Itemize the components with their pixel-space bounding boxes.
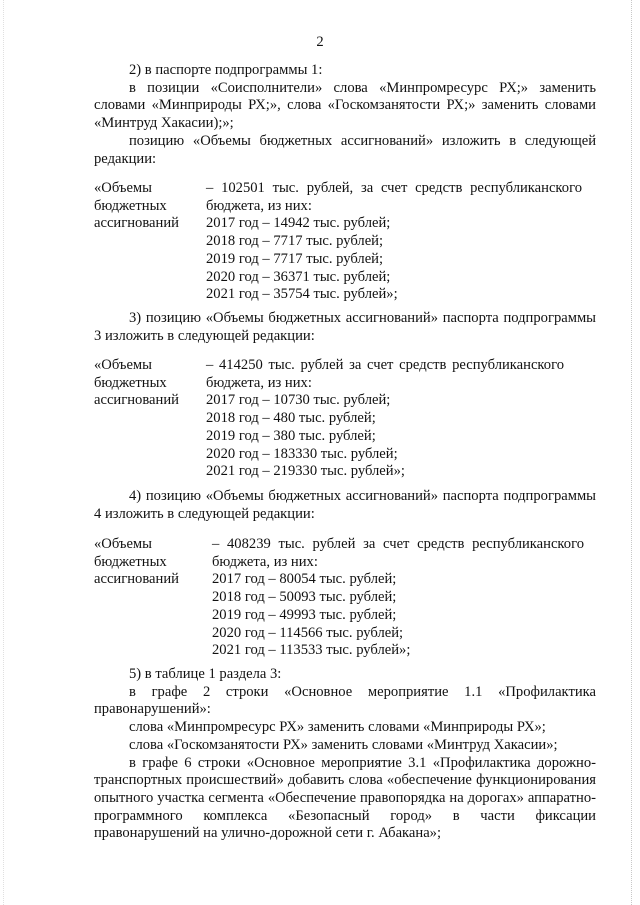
table-1-label-line: ассигнований [94, 215, 179, 232]
section-5-para-4: в графе 6 строки «Основное мероприятие 3.1 «Профилактика дорожно-транспортных происшествий» добавить слова «обеспечение функционирования опытного участка сегмента «Обеспечение правопорядка на дорогах» аппаратно-программного комплекса «Безопасный город» в части фиксации правонарушений на улично-дорожной сети г. Абакана»; [94, 754, 596, 842]
table-2-label [94, 357, 204, 410]
table-3-label [94, 536, 204, 589]
section-5-para-3: слова «Госкомзанятости РХ» заменить словами «Минтруд Хакасии»; [129, 736, 558, 753]
scan-edge-left [3, 0, 4, 905]
table-2-total-cont: бюджета, из них: [206, 374, 312, 391]
table-3-year-2018: 2018 год – 50093 тыс. рублей; [212, 589, 397, 606]
table-2-label-line: «Объемы [94, 357, 152, 373]
section-2 [94, 62, 596, 168]
table-1-year-2021: 2021 год – 35754 тыс. рублей»; [206, 286, 398, 303]
table-2-total: – 414250 тыс. рублей за счет средств республиканского [206, 357, 564, 373]
page-number: 2 [316, 34, 324, 50]
table-3-total-cont: бюджета, из них: [212, 553, 318, 570]
section-5-para-2: слова «Минпромресурс РХ» заменить словами «Минприроды РХ»; [129, 719, 546, 736]
section-5-heading: 5) в таблице 1 раздела 3: [129, 666, 282, 682]
table-3-year-2017: 2017 год – 80054 тыс. рублей; [212, 571, 397, 588]
table-3-year-2021: 2021 год – 113533 тыс. рублей»; [212, 642, 411, 659]
section-5 [94, 666, 596, 843]
section-4-text: 4) позицию «Объемы бюджетных ассигнований» паспорта подпрограммы 4 изложить в следующей редакции: [94, 488, 596, 522]
table-1-label-line: бюджетных [94, 197, 167, 214]
table-2-label-line: бюджетных [94, 374, 167, 391]
table-2-year-2017: 2017 год – 10730 тыс. рублей; [206, 392, 391, 409]
table-2-values [206, 357, 564, 481]
table-1-year-2019: 2019 год – 7717 тыс. рублей; [206, 250, 384, 267]
section-3-text: 3) позицию «Объемы бюджетных ассигнований» паспорта подпрограммы 3 изложить в следующей редакции: [94, 310, 596, 344]
table-3-values [212, 536, 584, 660]
table-3-label-line: «Объемы [94, 536, 152, 552]
table-3-label-line: бюджетных [94, 553, 167, 570]
scan-edge-right [631, 0, 632, 905]
table-1-total-cont: бюджета, из них: [206, 197, 312, 214]
table-1-year-2020: 2020 год – 36371 тыс. рублей; [206, 268, 391, 285]
table-1-values [206, 180, 582, 304]
table-1-total: – 102501 тыс. рублей, за счет средств республиканского [206, 180, 582, 196]
table-2-label-line: ассигнований [94, 392, 179, 409]
table-3-year-2020: 2020 год – 114566 тыс. рублей; [212, 624, 404, 641]
table-2-year-2019: 2019 год – 380 тыс. рублей; [206, 427, 376, 444]
section-3 [94, 310, 596, 345]
section-2-heading: 2) в паспорте подпрограммы 1: [129, 62, 323, 78]
table-1-year-2017: 2017 год – 14942 тыс. рублей; [206, 215, 391, 232]
table-1-label-line: «Объемы [94, 180, 152, 196]
table-2-year-2020: 2020 год – 183330 тыс. рублей; [206, 445, 398, 462]
section-2-para-1: в позиции «Соисполнители» слова «Минпромресурс РХ;» заменить словами «Минприроды РХ;», слова «Госкомзанятости РХ;» заменить словами «Минтруд Хакасии);»; [94, 79, 596, 132]
table-3-label-line: ассигнований [94, 571, 179, 588]
section-2-para-2: позицию «Объемы бюджетных ассигнований» изложить в следующей редакции: [94, 132, 596, 167]
table-3-year-2019: 2019 год – 49993 тыс. рублей; [212, 606, 397, 623]
section-4 [94, 488, 596, 523]
table-2-year-2021: 2021 год – 219330 тыс. рублей»; [206, 463, 405, 480]
section-5-para-1: в графе 2 строки «Основное мероприятие 1.1 «Профилактика правонарушений»: [94, 683, 596, 718]
table-1-year-2018: 2018 год – 7717 тыс. рублей; [206, 233, 384, 250]
table-1-label [94, 180, 204, 233]
table-2-year-2018: 2018 год – 480 тыс. рублей; [206, 410, 376, 427]
table-3-total: – 408239 тыс. рублей за счет средств республиканского [212, 536, 584, 552]
